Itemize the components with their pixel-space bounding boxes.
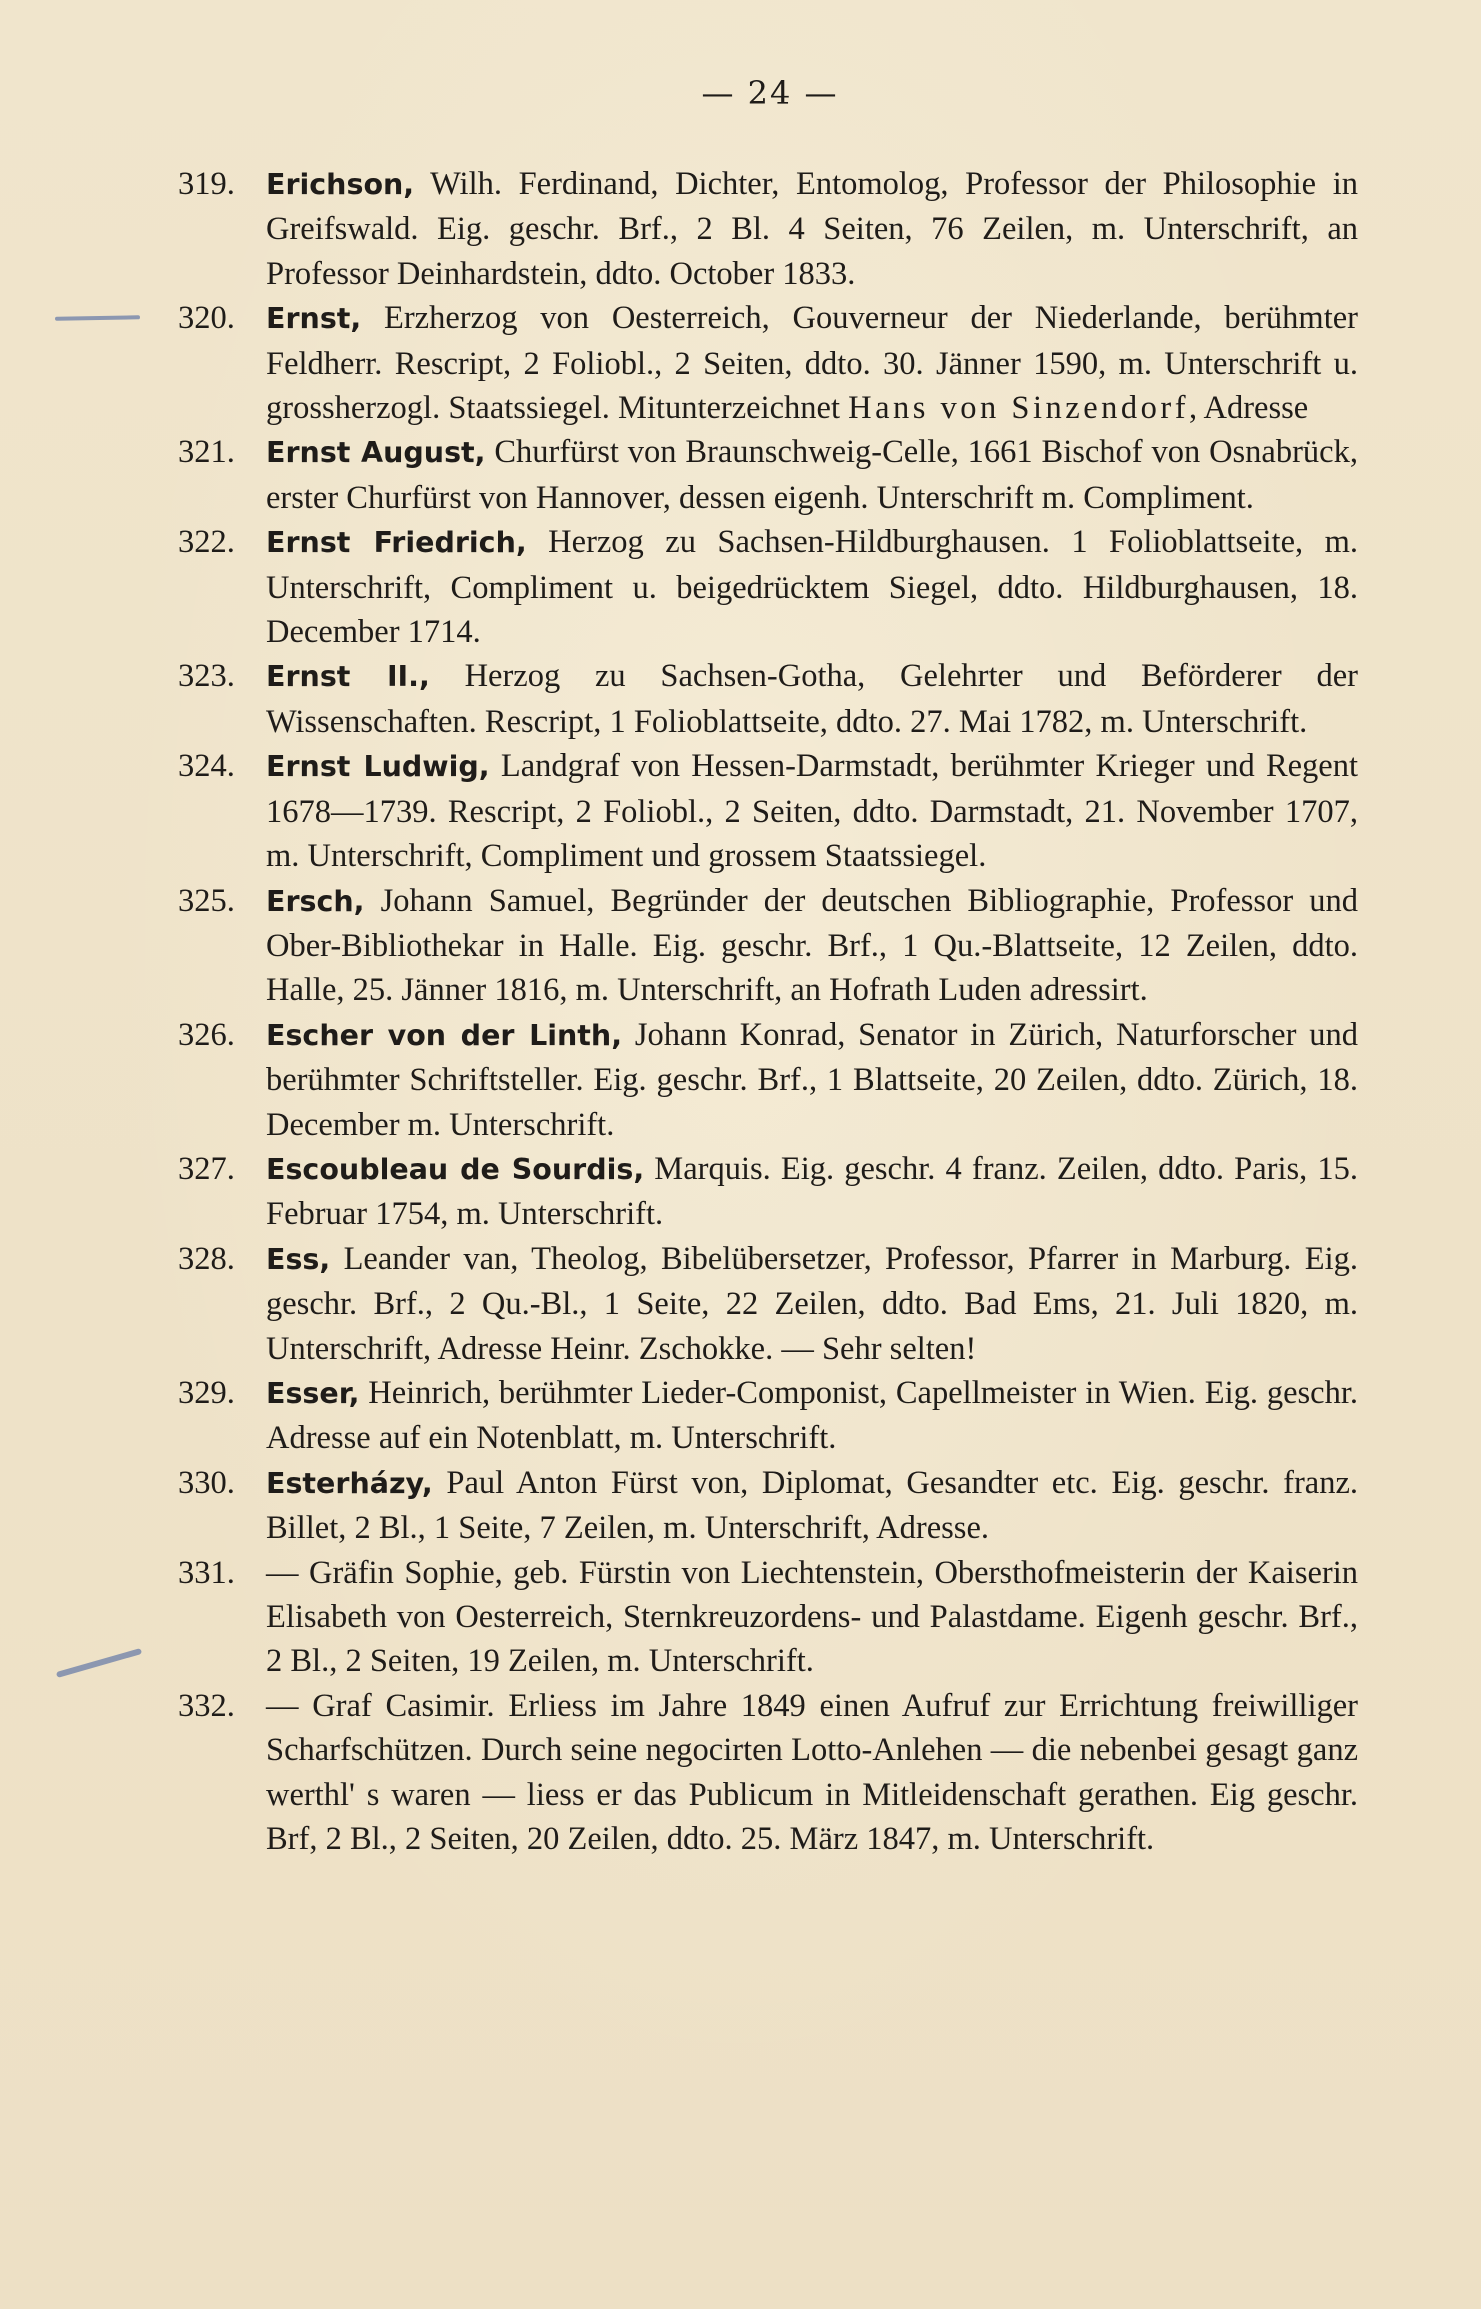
entry-322 — [178, 520, 1358, 654]
entry-320 — [178, 296, 1358, 430]
entry-321 — [178, 430, 1358, 520]
entry-text: — Gräfin Sophie, geb. Fürstin von Liechtenstein, Obersthofmeisterin der Kaiserin Elisabeth von Oesterreich, Sternkreuzordens- und Palastdame. Eigenh geschr. Brf., 2 Bl., 2 Seiten, 19 Zeilen, m. Unterschrift. — [266, 1554, 1358, 1680]
entry-text-end: , Adresse — [1189, 390, 1309, 427]
entry-number: 321. — [178, 434, 235, 471]
entry-number: 330. — [178, 1464, 235, 1501]
entry-text: Herzog zu Sachsen-Gotha, Gelehrter und Beförderer der Wissenschaften. Rescript, 1 Folioblattseite, ddto. 27. Mai 1782, m. Unterschrift. — [266, 658, 1358, 740]
entry-name: Esterházy, — [266, 1466, 433, 1500]
pencil-mark-320 — [55, 315, 140, 320]
entry-331 — [178, 1551, 1358, 1684]
entry-319 — [178, 162, 1358, 296]
entry-name: Ernst Friedrich, — [266, 526, 527, 560]
entry-text: Erzherzog von Oesterreich, Gouverneur der Niederlande, berühmter Feldherr. Rescript, 2 Foliobl., 2 Seiten, ddto. 30. Jänner 1590, m. Unterschrift u. grossherzogl. Staatssiegel. Mitunterzeichnet — [266, 300, 1358, 427]
entry-text: Johann Konrad, Senator in Zürich, Naturforscher und berühmter Schriftsteller. Eig. geschr. Brf., 1 Blattseite, 20 Zeilen, ddto. Zürich, 18. December m. Unterschrift. — [266, 1016, 1358, 1143]
page-number: — 24 — — [701, 74, 839, 112]
entry-number: 324. — [178, 748, 235, 785]
entry-text: Churfürst von Braunschweig-Celle, 1661 Bischof von Osnabrück, erster Churfürst von Hannover, dessen eigenh. Unterschrift m. Compliment. — [266, 434, 1358, 516]
entry-number: 328. — [178, 1240, 235, 1277]
entry-text: Heinrich, berühmter Lieder-Componist, Capellmeister in Wien. Eig. geschr. Adresse auf ein Notenblatt, m. Unterschrift. — [266, 1374, 1358, 1457]
entry-text: — Graf Casimir. Erliess im Jahre 1849 einen Aufruf zur Errichtung freiwilliger Scharfschützen. Durch seine negocirten Lotto-Anlehen — die nebenbei gesagt ganz werthl' s waren — liess er das Publicum in Mitleidenschaft gerathen. Eig geschr. Brf, 2 Bl., 2 Seiten, 20 Zeilen, ddto. 25. März 1847, m. Unterschrift. — [266, 1687, 1358, 1858]
entry-name: Ernst August, — [266, 436, 486, 470]
entry-327 — [178, 1147, 1358, 1237]
entry-number: 319. — [178, 166, 235, 202]
entry-323 — [178, 654, 1358, 744]
entry-text: Wilh. Ferdinand, Dichter, Entomolog, Professor der Philosophie in Greifswald. Eig. geschr. Brf., 2 Bl. 4 Seiten, 76 Zeilen, m. Unterschrift, an Professor Deinhardstein, ddto. October 1833. — [266, 166, 1358, 292]
entry-325 — [178, 879, 1358, 1013]
entry-number: 332. — [178, 1687, 235, 1724]
entry-name: Ernst, — [266, 302, 362, 336]
entry-text: Landgraf von Hessen-Darmstadt, berühmter Krieger und Regent 1678—1739. Rescript, 2 Foliobl., 2 Seiten, ddto. Darmstadt, 21. November 1707, m. Unterschrift, Compliment und grossem Staatssiegel. — [266, 748, 1358, 875]
entry-text: Paul Anton Fürst von, Diplomat, Gesandter etc. Eig. geschr. franz. Billet, 2 Bl., 1 Seite, 7 Zeilen, m. Unterschrift, Adresse. — [266, 1464, 1358, 1547]
entry-number: 325. — [178, 882, 235, 919]
entry-name: Ernst Ludwig, — [266, 750, 490, 784]
entry-number: 331. — [178, 1554, 235, 1591]
entry-number: 322. — [178, 524, 235, 561]
entry-330 — [178, 1461, 1358, 1551]
entry-name: Escher von der Linth, — [266, 1018, 623, 1052]
entry-text: Herzog zu Sachsen-Hildburghausen. 1 Folioblattseite, m. Unterschrift, Compliment u. beigedrücktem Siegel, ddto. Hildburghausen, 18. December 1714. — [266, 524, 1358, 651]
entry-number: 323. — [178, 658, 235, 695]
entry-number: 326. — [178, 1016, 235, 1053]
entry-329 — [178, 1371, 1358, 1461]
entry-text: Marquis. Eig. geschr. 4 franz. Zeilen, ddto. Paris, 15. Februar 1754, m. Unterschrift. — [266, 1150, 1358, 1233]
entry-number: 327. — [178, 1150, 235, 1187]
entry-name: Ernst II., — [266, 660, 430, 694]
entry-324 — [178, 744, 1358, 878]
entry-name: Esser, — [266, 1376, 360, 1410]
entry-text: Johann Samuel, Begründer der deutschen Bibliographie, Professor und Ober-Bibliothekar in Halle. Eig. geschr. Brf., 1 Qu.-Blattseite, 12 Zeilen, ddto. Halle, 25. Jänner 1816, m. Unterschrift, an Hofrath Luden adressirt. — [266, 882, 1358, 1009]
pencil-mark-329 — [56, 1648, 142, 1678]
entry-spaced-name: Hans von Sinzendorf — [848, 390, 1190, 427]
entry-name: Ess, — [266, 1242, 331, 1276]
entry-list — [178, 162, 1358, 1861]
entry-326 — [178, 1013, 1358, 1147]
entry-328 — [178, 1237, 1358, 1371]
entry-name: Erichson, — [266, 168, 415, 201]
entry-number: 320. — [178, 300, 235, 337]
entry-name: Escoubleau de Sourdis, — [266, 1152, 645, 1186]
entry-332 — [178, 1684, 1358, 1862]
entry-number: 329. — [178, 1374, 235, 1411]
entry-text: Leander van, Theolog, Bibelübersetzer, Professor, Pfarrer in Marburg. Eig. geschr. Brf., 2 Qu.-Bl., 1 Seite, 22 Zeilen, ddto. Bad Ems, 21. Juli 1820, m. Unterschrift, Adresse Heinr. Zschokke. — Sehr selten! — [266, 1240, 1358, 1367]
entry-name: Ersch, — [266, 884, 365, 918]
